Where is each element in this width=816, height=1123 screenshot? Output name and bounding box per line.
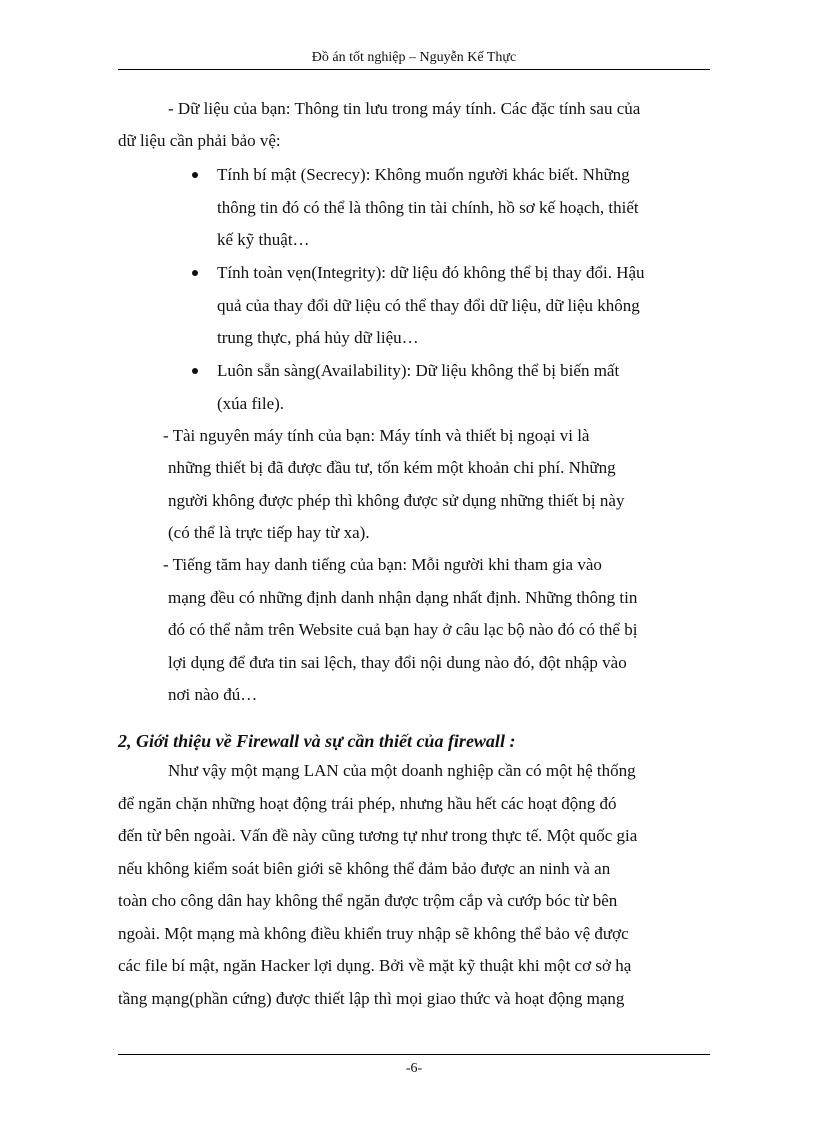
resources-line: (có thể là trực tiếp hay từ xa).	[168, 523, 370, 542]
reputation-line: lợi dụng để đưa tin sai lệch, thay đổi nội dung nào đó, đột nhập vào	[168, 653, 627, 672]
reputation-line: đó có thể nằm trên Website cuả bạn hay ở câu lạc bộ nào đó có thể bị	[168, 620, 638, 639]
bullet-line: thông tin đó có thể là thông tin tài chính, hồ sơ kế hoạch, thiết	[217, 198, 639, 217]
footer-rule	[118, 1054, 710, 1055]
bullet-line: quả của thay đổi dữ liệu có thể thay đổi dữ liệu, dữ liệu không	[217, 296, 640, 315]
reputation-line: nơi nào đú…	[168, 685, 258, 704]
bullet-line: kế kỹ thuật…	[217, 230, 310, 249]
paragraph-line: ngoài. Một mạng mà không điều khiển truy nhập sẽ không thể bảo vệ được	[118, 924, 629, 943]
paragraph-line: toàn cho công dân hay không thể ngăn được trộm cắp và cướp bóc từ bên	[118, 891, 618, 910]
resources-line: những thiết bị đã được đầu tư, tốn kém một khoản chi phí. Những	[168, 458, 616, 477]
page-header: Đồ án tốt nghiệp – Nguyễn Kế Thực	[311, 50, 517, 65]
resources-line: người không được phép thì không được sử dụng những thiết bị này	[168, 491, 625, 510]
bullet-line: Luôn sẵn sàng(Availability): Dữ liệu không thể bị biến mất	[217, 361, 620, 380]
paragraph-line: đến từ bên ngoài. Vấn đề này cũng tương tự như trong thực tế. Một quốc gia	[118, 826, 638, 845]
reputation-line: mạng đều có những định danh nhận dạng nhất định. Những thông tin	[168, 588, 638, 607]
bullet-icon	[192, 172, 198, 178]
section-heading: 2, Giới thiệu về Firewall và sự cần thiết của firewall :	[118, 731, 516, 751]
intro-line: dữ liệu cần phải bảo vệ:	[118, 131, 281, 150]
resources-line: - Tài nguyên máy tính của bạn: Máy tính và thiết bị ngoại vi là	[163, 426, 590, 445]
bullet-icon	[192, 270, 198, 276]
paragraph-line: để ngăn chặn những hoạt động trái phép, nhưng hầu hết các hoạt động đó	[118, 794, 617, 813]
bullet-icon	[192, 368, 198, 374]
page-number: -6-	[405, 1061, 423, 1076]
bullet-line: (xúa file).	[217, 394, 285, 413]
reputation-line: - Tiếng tăm hay danh tiếng của bạn: Mỗi người khi tham gia vào	[163, 555, 602, 574]
paragraph-line: các file bí mật, ngăn Hacker lợi dụng. Bởi về mặt kỹ thuật khi một cơ sở hạ	[118, 956, 632, 975]
paragraph-line: Như vậy một mạng LAN của một doanh nghiệp cần có một hệ thống	[168, 761, 636, 780]
paragraph-line: nếu không kiểm soát biên giới sẽ không thể đảm bảo được an ninh và an	[118, 859, 611, 878]
intro-line: - Dữ liệu của bạn: Thông tin lưu trong máy tính. Các đặc tính sau của	[168, 99, 641, 118]
paragraph-line: tầng mạng(phần cứng) được thiết lập thì mọi giao thức và hoạt động mạng	[118, 989, 625, 1008]
bullet-line: Tính bí mật (Secrecy): Không muốn người khác biết. Những	[217, 165, 630, 184]
bullet-line: trung thực, phá hủy dữ liệu…	[217, 328, 419, 347]
header-rule	[118, 69, 710, 70]
bullet-line: Tính toàn vẹn(Integrity): dữ liệu đó không thể bị thay đổi. Hậu	[217, 263, 645, 282]
